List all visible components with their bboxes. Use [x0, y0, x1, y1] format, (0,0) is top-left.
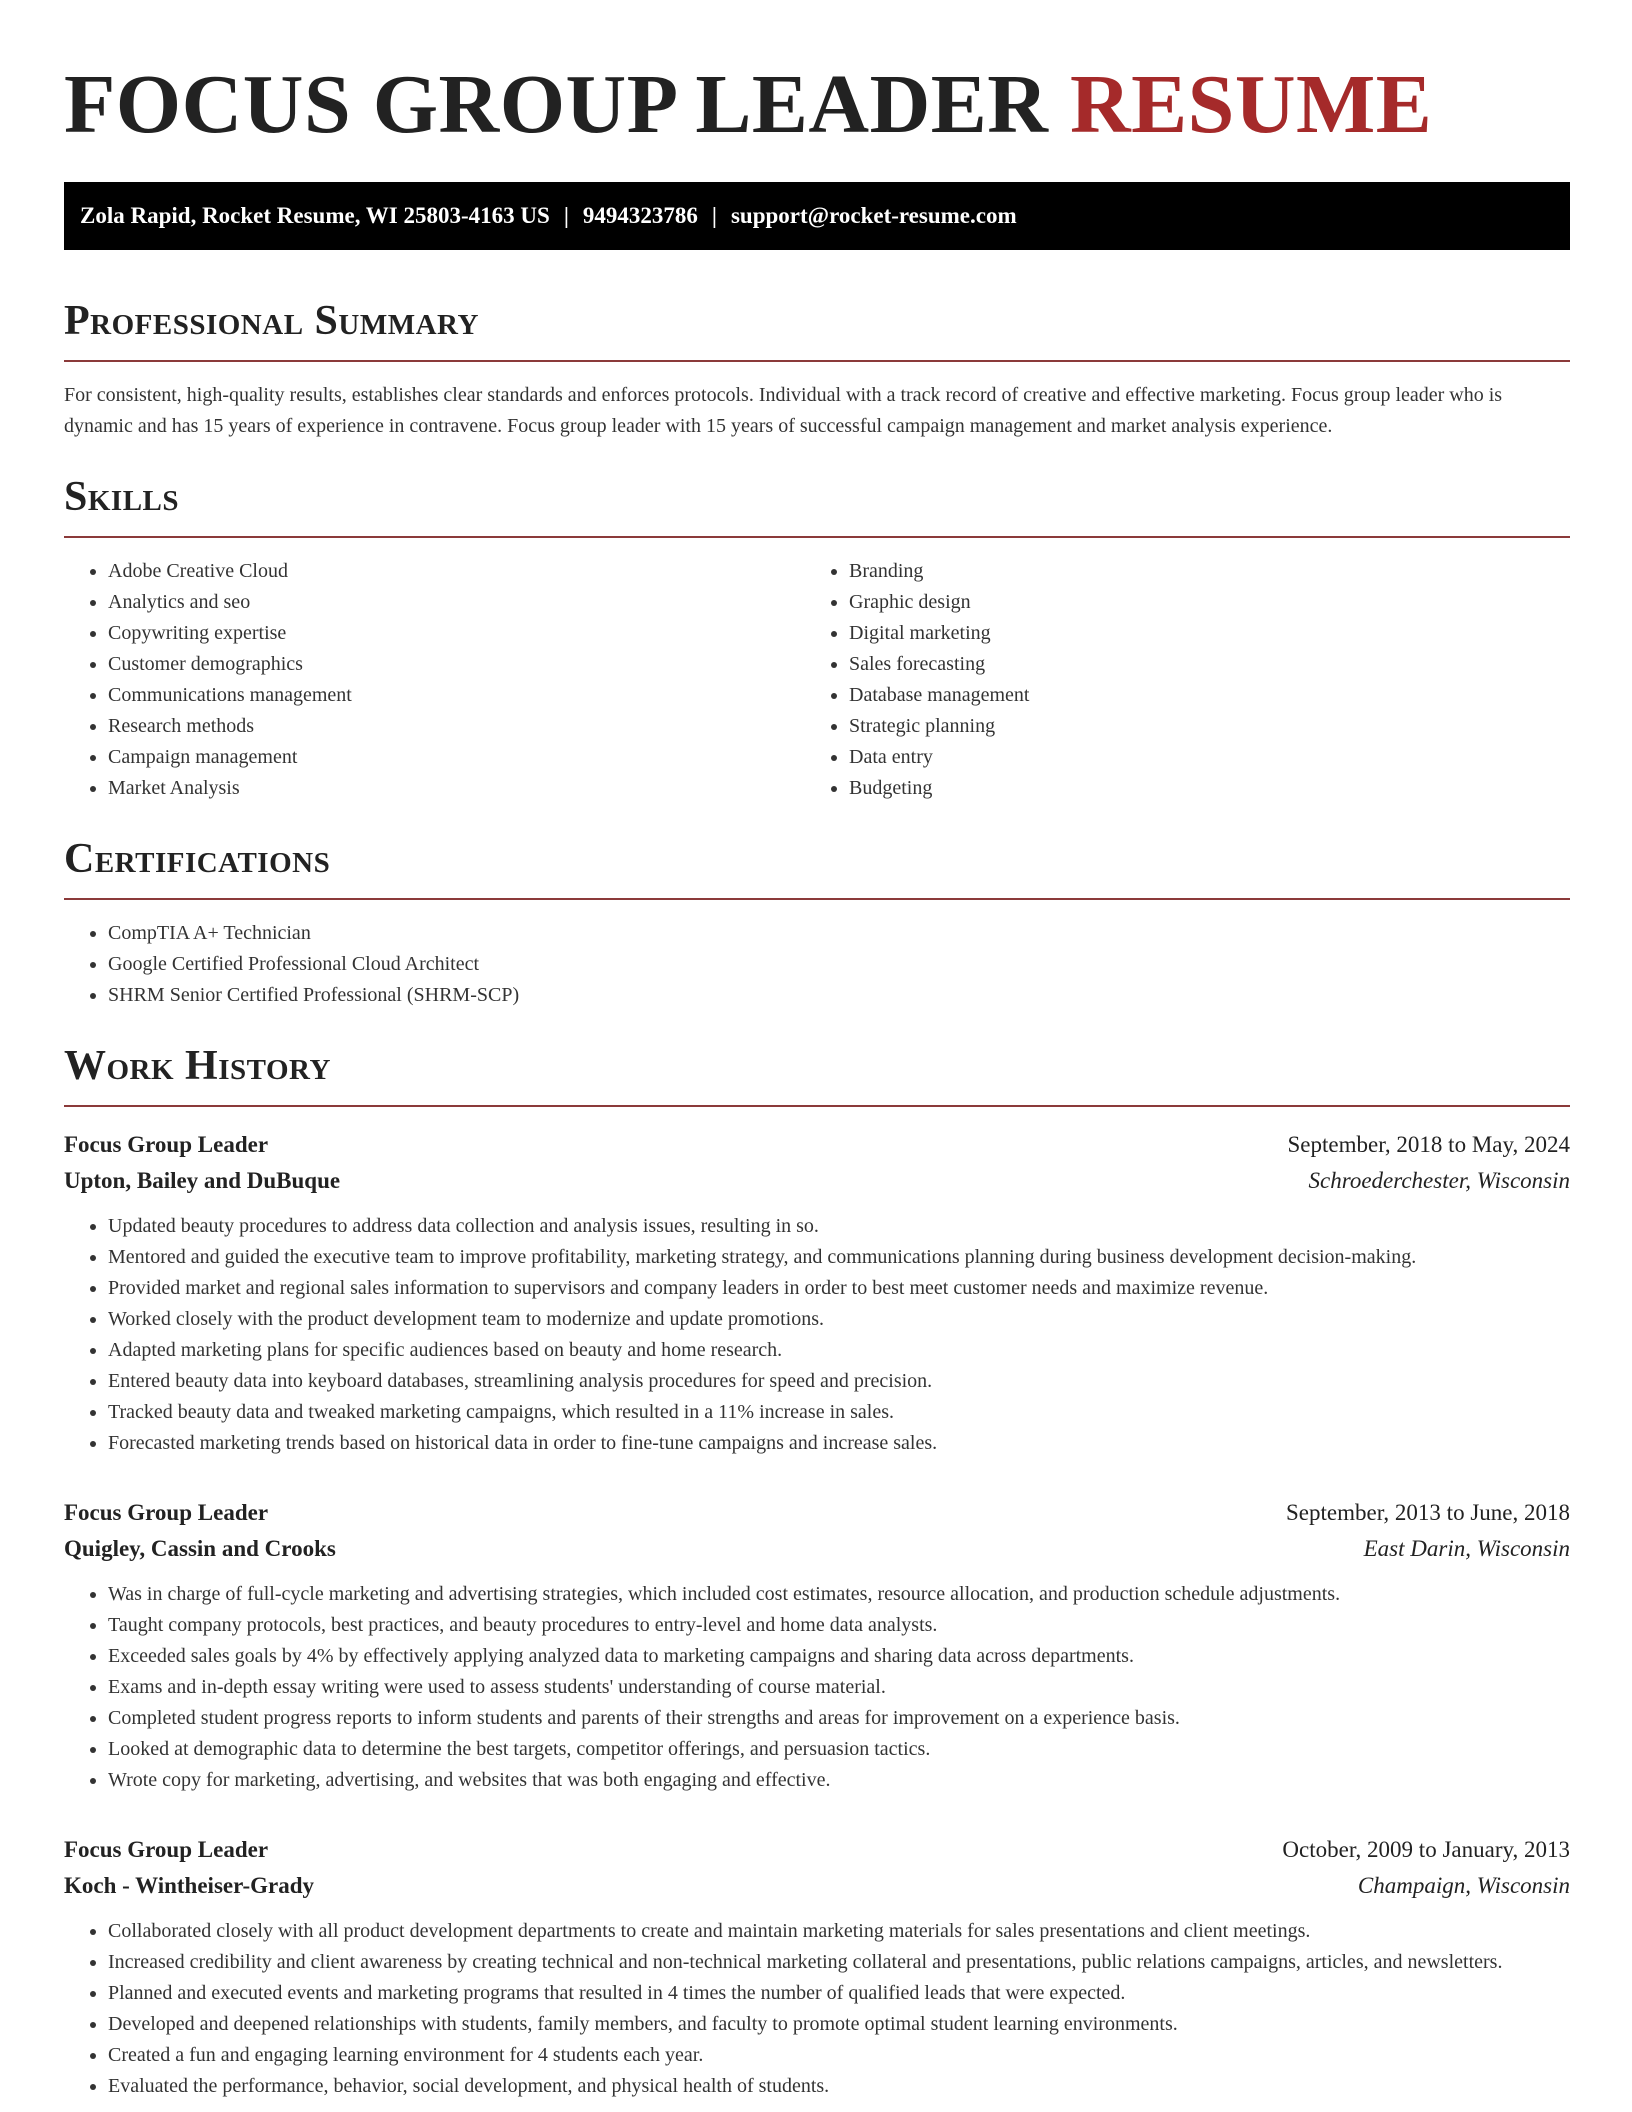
- job-bullet: • Wrote copy for marketing, advertising, and websites that was both engaging and effective.: [108, 1765, 1570, 1796]
- job-bullet: • Developed and deepened relationships with students, family members, and faculty to promote optimal student learning environments.: [108, 2009, 1570, 2040]
- certifications-list: [64, 918, 1570, 1011]
- summary-text: For consistent, high-quality results, establishes clear standards and enforces protocols. Individual with a track record of creative and effective marketing. Focus group leader who is dynamic and has 15 years of experience in contravene. Focus group leader with 15 years of successful campaign management and market analysis experience.: [64, 384, 1503, 437]
- job-company: Upton, Bailey and DuBuque: [64, 1168, 341, 1193]
- job-bullet: • Entered beauty data into keyboard databases, streamlining analysis procedures for speed and precision.: [108, 1366, 1570, 1397]
- section-heading-summary: Professional Summary: [64, 296, 1570, 362]
- resume-title: [64, 58, 1570, 152]
- contact-address: Zola Rapid, Rocket Resume, WI 25803-4163 US: [80, 203, 550, 228]
- job-header-row: [64, 1127, 1570, 1163]
- skill-item: • Branding: [849, 556, 1546, 587]
- skill-item: • Graphic design: [849, 587, 1546, 618]
- resume-page: [64, 0, 1570, 2102]
- job-company: Koch - Wintheiser-Grady: [64, 1873, 315, 1898]
- job-company-row: [64, 1868, 1570, 1904]
- job-bullet: • Worked closely with the product development team to modernize and update promotions.: [108, 1304, 1570, 1335]
- skill-item: • Strategic planning: [849, 711, 1546, 742]
- title-accent: RESUME: [1069, 58, 1433, 151]
- job-bullet: • Increased credibility and client awareness by creating technical and non-technical marketing collateral and presentations, public relations campaigns, articles, and newsletters.: [108, 1947, 1570, 1978]
- section-heading-skills: Skills: [64, 472, 1570, 538]
- job-dates: September, 2018 to May, 2024: [1287, 1132, 1570, 1157]
- contact-email[interactable]: support@rocket-resume.com: [730, 203, 1017, 228]
- skill-item: • Market Analysis: [108, 773, 805, 804]
- certification-item: • CompTIA A+ Technician: [108, 918, 1570, 949]
- job-bullet: • Mentored and guided the executive team to improve profitability, marketing strategy, and communications planning during business development decision-making.: [108, 1242, 1570, 1273]
- contact-separator: |: [711, 203, 717, 228]
- title-main: FOCUS GROUP LEADER: [64, 58, 1049, 151]
- skills-section: [64, 472, 1570, 804]
- job-bullet: • Was in charge of full-cycle marketing and advertising strategies, which included cost estimates, resource allocation, and production schedule adjustments.: [108, 1579, 1570, 1610]
- skill-item: • Campaign management: [108, 742, 805, 773]
- skill-item: • Customer demographics: [108, 649, 805, 680]
- job-dates: September, 2013 to June, 2018: [1286, 1500, 1570, 1525]
- job-bullet: • Provided market and regional sales information to supervisors and company leaders in order to best meet customer needs and maximize revenue.: [108, 1273, 1570, 1304]
- skills-list-right: [805, 556, 1546, 804]
- skill-item: • Analytics and seo: [108, 587, 805, 618]
- skill-item: • Adobe Creative Cloud: [108, 556, 805, 587]
- job-title: Focus Group Leader: [64, 1837, 269, 1862]
- skill-item: • Budgeting: [849, 773, 1546, 804]
- job-location: Schroederchester, Wisconsin: [1308, 1168, 1570, 1193]
- job-entry: [64, 1495, 1570, 1796]
- contact-phone: 9494323786: [582, 203, 698, 228]
- job-header-row: [64, 1832, 1570, 1868]
- skills-grid: [64, 556, 1570, 804]
- job-bullets: [64, 1916, 1570, 2102]
- job-bullet: • Adapted marketing plans for specific audiences based on beauty and home research.: [108, 1335, 1570, 1366]
- skill-item: • Database management: [849, 680, 1546, 711]
- section-heading-work-history: Work History: [64, 1041, 1570, 1107]
- job-bullet: • Forecasted marketing trends based on historical data in order to fine-tune campaigns and increase sales.: [108, 1428, 1570, 1459]
- skill-item: • Digital marketing: [849, 618, 1546, 649]
- job-location: Champaign, Wisconsin: [1357, 1873, 1570, 1898]
- job-header-row: [64, 1495, 1570, 1531]
- job-bullet: • Looked at demographic data to determine the best targets, competitor offerings, and persuasion tactics.: [108, 1734, 1570, 1765]
- job-bullet: • Created a fun and engaging learning environment for 4 students each year.: [108, 2040, 1570, 2071]
- job-bullets: [64, 1211, 1570, 1459]
- job-bullets: [64, 1579, 1570, 1796]
- skill-item: • Data entry: [849, 742, 1546, 773]
- certification-item: • SHRM Senior Certified Professional (SHRM-SCP): [108, 980, 1570, 1011]
- job-bullet: • Tracked beauty data and tweaked marketing campaigns, which resulted in a 11% increase in sales.: [108, 1397, 1570, 1428]
- contact-bar: [64, 182, 1570, 250]
- skill-item: • Communications management: [108, 680, 805, 711]
- job-title: Focus Group Leader: [64, 1500, 269, 1525]
- job-title: Focus Group Leader: [64, 1132, 269, 1157]
- job-bullet: • Taught company protocols, best practices, and beauty procedures to entry-level and home data analysts.: [108, 1610, 1570, 1641]
- skill-item: • Research methods: [108, 711, 805, 742]
- certification-item: • Google Certified Professional Cloud Architect: [108, 949, 1570, 980]
- job-bullet: • Collaborated closely with all product development departments to create and maintain marketing materials for sales presentations and client meetings.: [108, 1916, 1570, 1947]
- contact-separator: |: [563, 203, 569, 228]
- certifications-section: [64, 834, 1570, 1011]
- job-entry: [64, 1127, 1570, 1459]
- job-dates: October, 2009 to January, 2013: [1282, 1837, 1570, 1862]
- job-bullet: • Exceeded sales goals by 4% by effectively applying analyzed data to marketing campaigns and sharing data across departments.: [108, 1641, 1570, 1672]
- skill-item: • Sales forecasting: [849, 649, 1546, 680]
- section-heading-certifications: Certifications: [64, 834, 1570, 900]
- job-bullet: • Completed student progress reports to inform students and parents of their strengths and areas for improvement on a experience basis.: [108, 1703, 1570, 1734]
- job-entry: [64, 1832, 1570, 2102]
- job-bullet: • Planned and executed events and marketing programs that resulted in 4 times the number of qualified leads that were expected.: [108, 1978, 1570, 2009]
- job-company: Quigley, Cassin and Crooks: [64, 1536, 336, 1561]
- skills-list-left: [64, 556, 805, 804]
- job-company-row: [64, 1531, 1570, 1567]
- job-bullet: • Updated beauty procedures to address data collection and analysis issues, resulting in so.: [108, 1211, 1570, 1242]
- job-company-row: [64, 1163, 1570, 1199]
- job-bullet: • Exams and in-depth essay writing were used to assess students' understanding of course material.: [108, 1672, 1570, 1703]
- job-bullet: • Evaluated the performance, behavior, social development, and physical health of students.: [108, 2071, 1570, 2102]
- skill-item: • Copywriting expertise: [108, 618, 805, 649]
- work-history-section: [64, 1041, 1570, 2102]
- professional-summary-section: [64, 296, 1570, 442]
- job-location: East Darin, Wisconsin: [1363, 1536, 1570, 1561]
